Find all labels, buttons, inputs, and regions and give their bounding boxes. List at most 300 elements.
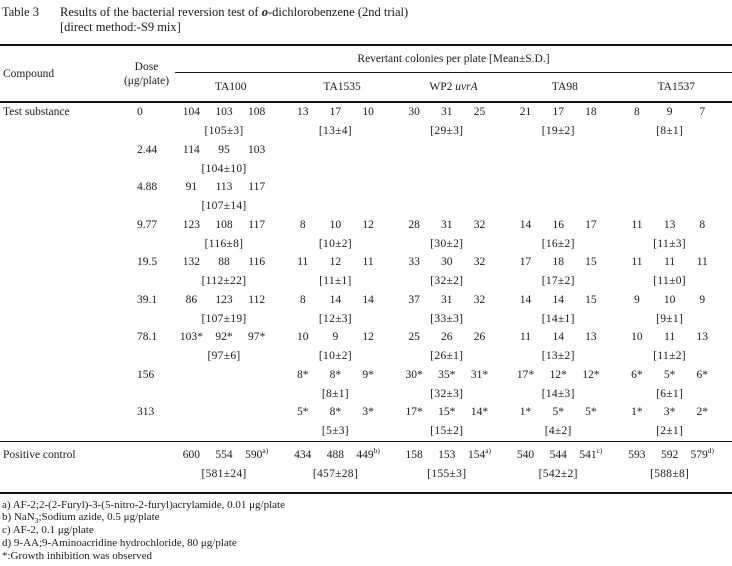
colony-count: 6* [696, 368, 709, 381]
compound-cell [0, 253, 118, 291]
colony-count: 14* [470, 406, 489, 418]
colony-count: 117 [248, 181, 266, 193]
colony-count: 14 [362, 293, 374, 306]
colony-count: 12 [329, 256, 342, 268]
mean-sd: [9±1] [656, 312, 684, 325]
table-body [0, 103, 732, 441]
colony-counts [175, 291, 273, 310]
colony-counts [286, 216, 384, 235]
mean-sd: [5±3] [321, 425, 349, 437]
title-segment: -dichlorobenzene (2nd trial) [267, 5, 409, 19]
colony-counts [621, 403, 719, 422]
colony-counts [286, 446, 384, 465]
positive-control-section [0, 441, 732, 494]
mean-sd: [26±1] [430, 350, 464, 362]
mean-sd: [15±2] [430, 425, 464, 437]
colony-count: 26 [473, 331, 486, 343]
dose-value: 156 [137, 368, 155, 381]
colony-count: 8 [634, 106, 640, 118]
strain-cell [286, 103, 397, 141]
strain-cell [286, 291, 397, 329]
footnote-line: d) 9-AA;9-Aminoacridine hydrochloride, 80 μg/plate [2, 536, 237, 549]
colony-count: 17 [519, 256, 532, 268]
compound-cell [0, 141, 118, 179]
colony-count: 11 [631, 256, 643, 268]
strain-cell [621, 178, 732, 216]
dose-value: 4.88 [137, 181, 158, 193]
strain-cell [398, 103, 509, 141]
colony-count: 8* [329, 406, 342, 418]
table-title-text [60, 5, 408, 20]
colony-count: 11 [519, 331, 532, 343]
mean-sd: [107±19] [201, 312, 247, 325]
colony-counts [175, 103, 273, 122]
dose-value: 313 [137, 406, 155, 418]
colony-counts [286, 103, 384, 122]
colony-count: 8 [699, 218, 706, 231]
colony-count: 30 [408, 106, 420, 118]
colony-count: 31 [441, 106, 453, 118]
colony-count: 103* [179, 331, 203, 343]
colony-count: 113 [215, 181, 233, 193]
colony-counts [398, 253, 496, 272]
strain-column-header: TA100 [214, 81, 247, 93]
strain-cell [509, 403, 620, 441]
colony-count: 158 [405, 448, 423, 461]
footnote-ref: c) [596, 445, 603, 455]
revertant-span-header: Revertant colonies per plate [Mean±S.D.] [175, 46, 732, 73]
mean-sd: [11±2] [653, 350, 686, 362]
mean-sd: [32±3] [430, 387, 464, 400]
strain-cell [398, 366, 509, 404]
strain-cell [509, 141, 620, 179]
colony-counts [621, 291, 719, 310]
colony-count: 5* [663, 368, 676, 381]
colony-count: 16 [552, 218, 564, 231]
colony-count: 14 [552, 331, 564, 343]
title-segment: Results of the bacterial reversion test of [60, 5, 262, 19]
strain-cell [398, 291, 509, 329]
colony-count: 32 [473, 293, 486, 306]
colony-count: 32 [473, 218, 486, 231]
colony-count: 579$^{d)}$ [690, 445, 715, 461]
mean-sd: [457±28] [312, 467, 358, 480]
strain-cell [621, 446, 732, 492]
strain-column-header: TA1535 [323, 81, 361, 93]
colony-count: 11 [297, 256, 309, 268]
compound-cell: Test substance [3, 106, 70, 118]
dose-value [118, 446, 175, 492]
colony-count: 17 [585, 218, 597, 231]
footnote-ref: a) [485, 445, 492, 455]
strain-cell [398, 403, 509, 441]
colony-count: 6* [631, 368, 643, 381]
colony-count: 17* [405, 406, 423, 418]
table-header [0, 46, 732, 103]
table-row [0, 403, 732, 441]
colony-count: 10 [631, 331, 643, 343]
colony-counts [398, 291, 496, 310]
colony-count: 12* [549, 368, 567, 381]
strain-cell [509, 291, 620, 329]
colony-count: 14 [519, 218, 532, 231]
colony-count: 11 [631, 218, 643, 231]
colony-count: 9 [634, 293, 640, 306]
colony-count: 21 [519, 106, 532, 118]
dose-header-line2: (μg/plate) [123, 74, 170, 87]
mean-sd: [14±1] [541, 312, 575, 325]
colony-counts [175, 178, 273, 197]
colony-count: 8 [299, 293, 306, 306]
mean-sd: [11±0] [653, 275, 686, 287]
colony-counts [621, 216, 719, 235]
footnote-ref: a) [262, 445, 269, 455]
compound-cell [0, 291, 118, 329]
strain-cell [621, 216, 732, 254]
colony-count: 30 [441, 256, 453, 268]
colony-count: 123 [182, 218, 200, 231]
colony-count: 13 [663, 218, 676, 231]
dose-value: 78.1 [137, 331, 158, 343]
colony-count: 9 [699, 293, 706, 306]
colony-counts [509, 291, 607, 310]
colony-count: 544 [549, 448, 567, 461]
strain-cell [175, 216, 286, 254]
colony-counts [286, 403, 384, 422]
colony-counts [398, 103, 496, 122]
mean-sd: [112±22] [201, 275, 247, 287]
strain-name-italic: uvrA [455, 81, 478, 93]
colony-count: 10 [296, 331, 309, 343]
colony-count: 12* [582, 368, 600, 381]
strain-cell [398, 446, 509, 492]
colony-count: 14 [519, 293, 532, 306]
colony-count: 123 [215, 293, 233, 306]
colony-count: 3* [362, 406, 374, 418]
colony-count: 12 [362, 218, 374, 231]
mean-sd: [14±3] [541, 387, 575, 400]
colony-count: 95 [218, 143, 230, 156]
mean-sd: [11±3] [653, 237, 686, 250]
strain-cell [175, 178, 286, 216]
strain-cell [509, 366, 620, 404]
strain-cell [175, 328, 286, 366]
dose-value: 39.1 [137, 293, 158, 306]
colony-count: 11 [362, 256, 374, 268]
colony-count: 12 [362, 331, 374, 343]
compound-column-header: Compound [3, 67, 55, 80]
colony-count: 13 [585, 331, 597, 343]
mean-sd: [155±3] [427, 467, 467, 480]
strain-cell [509, 103, 620, 141]
strain-cell [286, 216, 397, 254]
colony-counts [509, 403, 607, 422]
mean-sd: [2±1] [656, 425, 684, 437]
colony-count: 86 [185, 293, 198, 306]
colony-count: 30* [405, 368, 423, 381]
strain-cell [286, 141, 397, 179]
colony-counts [398, 403, 496, 422]
footnote-line: a) AF-2;2-(2-Furyl)-3-(5-nitro-2-furyl)acrylamide, 0.01 μg/plate [2, 498, 285, 511]
colony-counts [509, 253, 607, 272]
colony-counts [621, 253, 719, 272]
mean-sd: [32±2] [430, 275, 464, 287]
colony-count: 554 [215, 448, 233, 461]
colony-count: 541$^{c)}$ [579, 445, 603, 461]
colony-counts [175, 253, 273, 272]
colony-counts [175, 446, 273, 465]
colony-count: 590$^{a)}$ [245, 445, 269, 461]
mean-sd: [116±8] [204, 237, 244, 250]
mean-sd: [13±2] [541, 350, 575, 362]
strain-cell [286, 178, 397, 216]
colony-counts [621, 446, 719, 465]
strain-cell [509, 178, 620, 216]
strain-column-header: TA1537 [657, 81, 695, 93]
mean-sd: [588±8] [650, 467, 690, 480]
colony-count: 10 [663, 293, 676, 306]
colony-count: 600 [182, 448, 200, 461]
colony-count: 11 [696, 256, 708, 268]
compound-cell [0, 403, 118, 441]
compound-letter-emphasis: o [261, 5, 268, 19]
strain-cell [621, 403, 732, 441]
colony-count: 8* [296, 368, 309, 381]
compound-cell [0, 178, 118, 216]
colony-count: 112 [248, 293, 266, 306]
strain-cell [621, 328, 732, 366]
dose-value: 19.5 [137, 256, 158, 268]
table-number: Table 3 [2, 5, 39, 19]
colony-count: 9* [362, 368, 374, 381]
colony-counts [509, 328, 607, 347]
mean-sd: [19±2] [541, 125, 575, 137]
colony-count: 5* [552, 406, 564, 418]
colony-counts [621, 328, 719, 347]
table-row [0, 253, 732, 291]
table-row [0, 328, 732, 366]
mean-sd: [542±2] [538, 467, 578, 480]
strain-cell [286, 328, 397, 366]
colony-counts [509, 366, 607, 385]
colony-count: 31 [441, 218, 453, 231]
colony-count: 14 [329, 293, 342, 306]
mean-sd: [30±2] [430, 237, 464, 250]
table-subtitle: [direct method:-S9 mix] [60, 20, 181, 34]
footnote-line: c) AF-2, 0.1 μg/plate [2, 524, 94, 537]
colony-count: 5* [296, 406, 309, 418]
strain-cell [175, 403, 286, 441]
subscript: 3 [34, 516, 39, 526]
footnote-ref: b) [373, 445, 380, 455]
strain-cell [621, 366, 732, 404]
mean-sd: [33±3] [430, 312, 464, 325]
strain-column-header: WP2 uvrA [429, 81, 478, 93]
strain-cell [509, 328, 620, 366]
colony-count: 10 [362, 106, 374, 118]
mean-sd: [105±3] [204, 125, 244, 137]
colony-count: 2* [696, 406, 709, 418]
colony-count: 97* [248, 331, 266, 343]
colony-count: 11 [664, 256, 676, 268]
colony-count: 108 [248, 106, 266, 118]
colony-count: 28 [408, 218, 420, 231]
mean-sd: [17±2] [541, 275, 575, 287]
strain-cell [398, 253, 509, 291]
mean-sd: [104±10] [201, 162, 247, 175]
strain-cell [175, 103, 286, 141]
mean-sd: [11±1] [319, 275, 352, 287]
colony-count: 8 [299, 218, 306, 231]
colony-count: 5* [585, 406, 597, 418]
mean-sd: [6±1] [656, 387, 684, 400]
compound-cell: Positive control [3, 448, 76, 461]
colony-count: 117 [248, 218, 266, 231]
footnote-ref: d) [707, 445, 715, 455]
strain-cell [621, 141, 732, 179]
colony-count: 114 [182, 143, 200, 156]
strain-cell [621, 253, 732, 291]
colony-counts [286, 328, 384, 347]
colony-counts [398, 216, 496, 235]
colony-counts [509, 216, 607, 235]
mean-sd: [10±2] [318, 237, 352, 250]
strain-cell [398, 178, 509, 216]
strain-cell [175, 291, 286, 329]
colony-count: 1* [631, 406, 643, 418]
mean-sd: [97±6] [207, 350, 241, 362]
colony-counts [175, 216, 273, 235]
strain-cell [509, 216, 620, 254]
colony-counts [621, 366, 719, 385]
colony-count: 18 [585, 106, 597, 118]
strain-header-row [175, 73, 732, 101]
colony-count: 31* [470, 368, 489, 381]
colony-count: 25 [408, 331, 420, 343]
colony-count: 15 [585, 256, 597, 268]
colony-count: 540 [516, 448, 535, 461]
colony-count: 17 [329, 106, 342, 118]
colony-count: 9 [666, 106, 673, 118]
strain-cell [398, 328, 509, 366]
dose-value: 2.44 [137, 143, 158, 156]
strain-cell [175, 366, 286, 404]
dose-value: 9.77 [137, 218, 158, 231]
colony-count: 8* [329, 368, 342, 381]
strain-cell [286, 446, 397, 492]
colony-count: 92* [215, 331, 233, 343]
mean-sd: [12±3] [318, 312, 352, 325]
strain-cell [286, 366, 397, 404]
colony-counts [398, 328, 496, 347]
colony-count: 592 [660, 448, 679, 461]
mean-sd: [8±1] [656, 125, 684, 137]
colony-count: 10 [329, 218, 342, 231]
table-row [0, 178, 732, 216]
colony-count: 35* [438, 368, 456, 381]
colony-count: 31 [441, 293, 453, 306]
colony-count: 33 [408, 256, 420, 268]
mean-sd: [16±2] [541, 237, 575, 250]
colony-count: 1* [519, 406, 532, 418]
strain-cell [286, 403, 397, 441]
strain-cell [398, 141, 509, 179]
colony-count: 13 [696, 331, 709, 343]
colony-count: 434 [294, 448, 312, 461]
colony-count: 593 [628, 448, 646, 461]
colony-count: 25 [473, 106, 486, 118]
colony-counts [398, 366, 496, 385]
table-row [0, 103, 732, 141]
colony-count: 9 [332, 331, 339, 343]
colony-count: 154$^{a)}$ [467, 445, 492, 461]
colony-count: 26 [441, 331, 453, 343]
dose-value: 0 [137, 106, 143, 118]
strain-cell [621, 291, 732, 329]
footnotes [0, 494, 732, 563]
mean-sd: [4±2] [544, 425, 572, 437]
mean-sd: [10±2] [318, 350, 352, 362]
mean-sd: [107±14] [201, 200, 247, 212]
strain-cell [175, 446, 286, 492]
mean-sd: [29±3] [430, 125, 464, 137]
colony-count: 14 [552, 293, 564, 306]
colony-count: 17 [552, 106, 564, 118]
colony-count: 3* [663, 406, 676, 418]
colony-count: 15* [438, 406, 456, 418]
colony-count: 18 [552, 256, 564, 268]
compound-cell [0, 366, 118, 404]
strain-cell [509, 446, 620, 492]
colony-counts [509, 446, 607, 465]
colony-count: 132 [182, 256, 200, 268]
table-row [0, 291, 732, 329]
colony-counts [286, 366, 384, 385]
colony-count: 7 [699, 106, 706, 118]
colony-count: 15 [585, 293, 597, 306]
colony-count: 153 [438, 448, 456, 461]
compound-cell [0, 328, 118, 366]
colony-count: 32 [473, 256, 486, 268]
mean-sd: [8±1] [321, 387, 349, 400]
table-row [0, 442, 732, 492]
colony-counts [286, 291, 384, 310]
strain-cell [175, 141, 286, 179]
footnote-line: *:Growth inhibition was observed [2, 549, 153, 562]
colony-count: 17* [516, 368, 535, 381]
colony-count: 108 [215, 218, 233, 231]
colony-count: 103 [215, 106, 233, 118]
strain-cell [175, 253, 286, 291]
table-row [0, 216, 732, 254]
colony-counts [175, 328, 273, 347]
strain-column-header: TA98 [551, 81, 578, 93]
colony-counts [398, 446, 496, 465]
mean-sd: [13±4] [318, 125, 352, 137]
colony-counts [621, 103, 719, 122]
colony-count: 449$^{b)}$ [356, 445, 380, 461]
colony-counts [175, 141, 273, 160]
dose-header-line1: Dose [134, 60, 159, 73]
mean-sd: [581±24] [201, 467, 247, 480]
compound-cell [0, 216, 118, 254]
dose-column-header [118, 46, 175, 101]
colony-count: 104 [182, 106, 200, 118]
table-title-block [0, 0, 732, 44]
colony-count: 103 [248, 143, 266, 156]
colony-count: 91 [185, 181, 198, 193]
colony-count: 116 [248, 256, 266, 268]
